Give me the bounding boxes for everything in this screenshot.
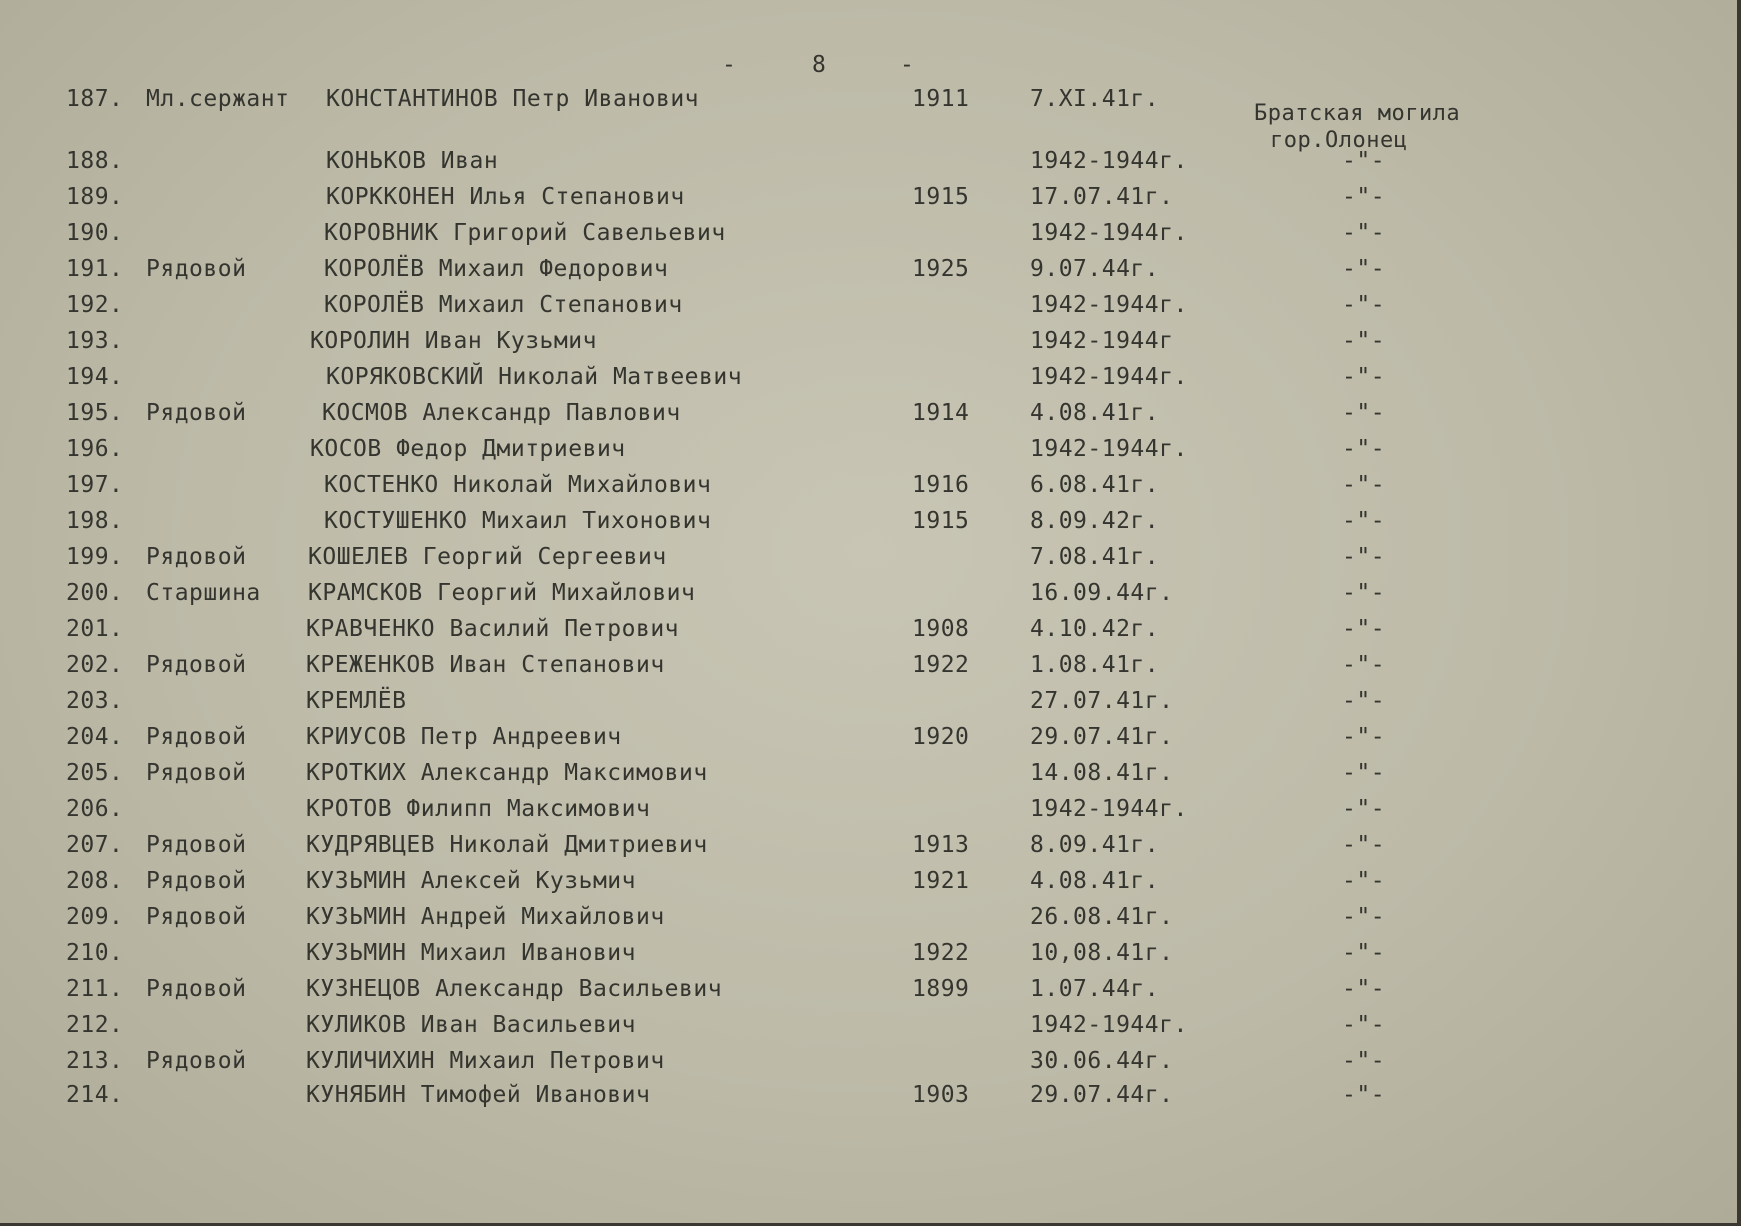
- burial-place-line-1: Братская могила: [1254, 101, 1461, 126]
- table-row: [0, 184, 1741, 218]
- entry-number: 208.: [66, 868, 124, 894]
- entry-death-date: 8.09.41г.: [1030, 832, 1160, 858]
- entry-name: КУЛИЧИХИН Михаил Петрович: [306, 1048, 665, 1074]
- entry-name: КОСТЕНКО Николай Михайлович: [324, 472, 712, 498]
- entry-rank: Рядовой: [146, 544, 247, 570]
- table-row: [0, 1048, 1741, 1082]
- entry-number: 205.: [66, 760, 124, 786]
- entry-name: КОРОЛИН Иван Кузьмич: [310, 328, 597, 354]
- entry-name: КРАВЧЕНКО Василий Петрович: [306, 616, 680, 642]
- entry-death-date: 26.08.41г.: [1030, 904, 1174, 930]
- entry-burial-ditto: -"-: [1342, 220, 1386, 246]
- entry-birth-year: 1899: [912, 976, 970, 1002]
- table-row: [0, 976, 1741, 1010]
- entry-burial-ditto: -"-: [1342, 148, 1386, 174]
- page-number-value: 8: [812, 52, 827, 78]
- entry-name: КУДРЯВЦЕВ Николай Дмитриевич: [306, 832, 708, 858]
- entry-birth-year: 1922: [912, 652, 970, 678]
- entry-rank: Рядовой: [146, 976, 247, 1002]
- entry-death-date: 4.08.41г.: [1030, 400, 1160, 426]
- table-row: [0, 436, 1741, 470]
- entry-death-date: 29.07.44г.: [1030, 1082, 1174, 1108]
- entry-burial-ditto: -"-: [1342, 1012, 1386, 1038]
- entry-rank: Старшина: [146, 580, 261, 606]
- entry-rank: Рядовой: [146, 400, 247, 426]
- entry-burial-ditto: -"-: [1342, 508, 1386, 534]
- entry-rank: Рядовой: [146, 832, 247, 858]
- entry-number: 210.: [66, 940, 124, 966]
- entry-burial-ditto: -"-: [1342, 580, 1386, 606]
- entry-rank: Рядовой: [146, 760, 247, 786]
- entry-rank: Рядовой: [146, 652, 247, 678]
- entry-death-date: 1942-1944г.: [1030, 220, 1188, 246]
- entry-number: 204.: [66, 724, 124, 750]
- entry-death-date: 9.07.44г.: [1030, 256, 1160, 282]
- entry-number: 190.: [66, 220, 124, 246]
- entry-death-date: 1942-1944г.: [1030, 796, 1188, 822]
- table-row: [0, 148, 1741, 182]
- entry-number: 195.: [66, 400, 124, 426]
- entry-birth-year: 1903: [912, 1082, 970, 1108]
- entry-burial-ditto: -"-: [1342, 544, 1386, 570]
- entry-birth-year: 1913: [912, 832, 970, 858]
- entry-burial-ditto: -"-: [1342, 868, 1386, 894]
- entry-death-date: 27.07.41г.: [1030, 688, 1174, 714]
- entry-burial-ditto: -"-: [1342, 688, 1386, 714]
- entry-number: 202.: [66, 652, 124, 678]
- entry-burial-ditto: -"-: [1342, 904, 1386, 930]
- entry-death-date: 7.XI.41г.: [1030, 86, 1160, 112]
- entry-death-date: 1942-1944г.: [1030, 292, 1188, 318]
- entry-birth-year: 1925: [912, 256, 970, 282]
- entry-death-date: 16.09.44г.: [1030, 580, 1174, 606]
- entry-death-date: 6.08.41г.: [1030, 472, 1160, 498]
- table-row: [0, 292, 1741, 326]
- entry-number: 211.: [66, 976, 124, 1002]
- entry-burial-ditto: -"-: [1342, 256, 1386, 282]
- entry-number: 197.: [66, 472, 124, 498]
- entry-burial-ditto: -"-: [1342, 184, 1386, 210]
- entry-death-date: 30.06.44г.: [1030, 1048, 1174, 1074]
- entry-number: 189.: [66, 184, 124, 210]
- table-row: [0, 256, 1741, 290]
- entry-name: КУЗЬМИН Алексей Кузьмич: [306, 868, 636, 894]
- burial-place-line-2: гор.Олонец: [1270, 128, 1408, 153]
- entry-name: КУЗЬМИН Андрей Михайлович: [306, 904, 665, 930]
- entry-name: КРЕМЛЁВ: [306, 688, 407, 714]
- entry-birth-year: 1914: [912, 400, 970, 426]
- entry-number: 209.: [66, 904, 124, 930]
- entry-number: 213.: [66, 1048, 124, 1074]
- entry-number: 188.: [66, 148, 124, 174]
- table-row: [0, 472, 1741, 506]
- entry-burial-ditto: -"-: [1342, 796, 1386, 822]
- entry-name: КРОТОВ Филипп Максимович: [306, 796, 651, 822]
- entry-rank: Рядовой: [146, 904, 247, 930]
- entry-death-date: 1942-1944г: [1030, 328, 1174, 354]
- page-number-dash-right: -: [900, 52, 915, 78]
- entry-number: 207.: [66, 832, 124, 858]
- table-row: [0, 616, 1741, 650]
- table-row: [0, 544, 1741, 578]
- entry-burial-ditto: -"-: [1342, 364, 1386, 390]
- entry-birth-year: 1911: [912, 86, 970, 112]
- page-number-dash-left: -: [722, 52, 737, 78]
- entry-death-date: 4.10.42г.: [1030, 616, 1160, 642]
- entry-death-date: 1.07.44г.: [1030, 976, 1160, 1002]
- entry-name: КОСМОВ Александр Павлович: [322, 400, 681, 426]
- entry-death-date: 7.08.41г.: [1030, 544, 1160, 570]
- entry-number: 206.: [66, 796, 124, 822]
- entry-name: КУЗЬМИН Михаил Иванович: [306, 940, 636, 966]
- table-row: [0, 688, 1741, 722]
- table-row: [0, 652, 1741, 686]
- entry-burial-ditto: -"-: [1342, 292, 1386, 318]
- table-row: [0, 400, 1741, 434]
- entry-number: 193.: [66, 328, 124, 354]
- entry-name: КОСТУШЕНКО Михаил Тихонович: [324, 508, 712, 534]
- entry-burial-ditto: -"-: [1342, 616, 1386, 642]
- entry-birth-year: 1908: [912, 616, 970, 642]
- entry-number: 199.: [66, 544, 124, 570]
- table-row: [0, 1012, 1741, 1046]
- entry-death-date: 1942-1944г.: [1030, 436, 1188, 462]
- table-row: [0, 328, 1741, 362]
- entry-burial-ditto: -"-: [1342, 940, 1386, 966]
- entry-name: КУНЯБИН Тимофей Иванович: [306, 1082, 651, 1108]
- entry-death-date: 1.08.41г.: [1030, 652, 1160, 678]
- entry-name: КРАМСКОВ Георгий Михайлович: [308, 580, 696, 606]
- entry-birth-year: 1915: [912, 508, 970, 534]
- table-row: [0, 508, 1741, 542]
- entry-name: КОНСТАНТИНОВ Петр Иванович: [326, 86, 700, 112]
- entry-rank: Рядовой: [146, 868, 247, 894]
- entry-burial-ditto: -"-: [1342, 328, 1386, 354]
- entry-burial-ditto: -"-: [1342, 724, 1386, 750]
- entry-burial-ditto: -"-: [1342, 760, 1386, 786]
- entry-name: КОНЬКОВ Иван: [326, 148, 499, 174]
- entry-name: КРОТКИХ Александр Максимович: [306, 760, 708, 786]
- entry-burial-ditto: -"-: [1342, 472, 1386, 498]
- entry-birth-year: 1922: [912, 940, 970, 966]
- entry-name: КОСОВ Федор Дмитриевич: [310, 436, 626, 462]
- entry-burial-ditto: -"-: [1342, 436, 1386, 462]
- entry-number: 191.: [66, 256, 124, 282]
- table-row: [0, 220, 1741, 254]
- table-row: [0, 580, 1741, 614]
- entry-birth-year: 1915: [912, 184, 970, 210]
- entry-death-date: 17.07.41г.: [1030, 184, 1174, 210]
- table-row: [0, 724, 1741, 758]
- table-row: [0, 760, 1741, 794]
- entry-death-date: 14.08.41г.: [1030, 760, 1174, 786]
- entry-rank: Рядовой: [146, 256, 247, 282]
- entry-death-date: 4.08.41г.: [1030, 868, 1160, 894]
- entry-number: 201.: [66, 616, 124, 642]
- table-row: [0, 796, 1741, 830]
- entry-birth-year: 1920: [912, 724, 970, 750]
- entry-name: КОРОЛЁВ Михаил Федорович: [324, 256, 669, 282]
- entry-rank: Рядовой: [146, 724, 247, 750]
- entry-burial-ditto: -"-: [1342, 400, 1386, 426]
- entry-name: КОРОЛЁВ Михаил Степанович: [324, 292, 683, 318]
- entry-death-date: 29.07.41г.: [1030, 724, 1174, 750]
- entry-number: 203.: [66, 688, 124, 714]
- entry-rank: Мл.сержант: [146, 86, 290, 112]
- entry-burial-ditto: -"-: [1342, 652, 1386, 678]
- entry-name: КРИУСОВ Петр Андреевич: [306, 724, 622, 750]
- entry-number: 194.: [66, 364, 124, 390]
- entry-burial-ditto: -"-: [1342, 976, 1386, 1002]
- entry-name: КОРККОНЕН Илья Степанович: [326, 184, 685, 210]
- entry-death-date: 8.09.42г.: [1030, 508, 1160, 534]
- entry-rank: Рядовой: [146, 1048, 247, 1074]
- entry-death-date: 10,08.41г.: [1030, 940, 1174, 966]
- entry-name: КОШЕЛЕВ Георгий Сергеевич: [308, 544, 667, 570]
- table-row: [0, 940, 1741, 974]
- table-row: [0, 868, 1741, 902]
- entry-number: 192.: [66, 292, 124, 318]
- entry-number: 212.: [66, 1012, 124, 1038]
- entry-name: КРЕЖЕНКОВ Иван Степанович: [306, 652, 665, 678]
- table-row: [0, 1082, 1741, 1116]
- entry-birth-year: 1916: [912, 472, 970, 498]
- entry-number: 196.: [66, 436, 124, 462]
- entry-death-date: 1942-1944г.: [1030, 364, 1188, 390]
- entry-name: КОРЯКОВСКИЙ Николай Матвеевич: [326, 364, 743, 390]
- table-row: [0, 904, 1741, 938]
- entry-number: 187.: [66, 86, 124, 112]
- entry-birth-year: 1921: [912, 868, 970, 894]
- entry-number: 214.: [66, 1082, 124, 1108]
- entry-name: КУЗНЕЦОВ Александр Васильевич: [306, 976, 723, 1002]
- entry-burial-ditto: -"-: [1342, 1048, 1386, 1074]
- entry-death-date: 1942-1944г.: [1030, 1012, 1188, 1038]
- entry-number: 200.: [66, 580, 124, 606]
- burial-place-header: [1254, 100, 1514, 154]
- table-row: [0, 832, 1741, 866]
- entry-burial-ditto: -"-: [1342, 832, 1386, 858]
- entry-burial-ditto: -"-: [1342, 1082, 1386, 1108]
- entry-number: 198.: [66, 508, 124, 534]
- table-row: [0, 364, 1741, 398]
- entry-death-date: 1942-1944г.: [1030, 148, 1188, 174]
- page-number: [700, 52, 940, 82]
- entry-name: КУЛИКОВ Иван Васильевич: [306, 1012, 636, 1038]
- entry-name: КОРОВНИК Григорий Савельевич: [324, 220, 726, 246]
